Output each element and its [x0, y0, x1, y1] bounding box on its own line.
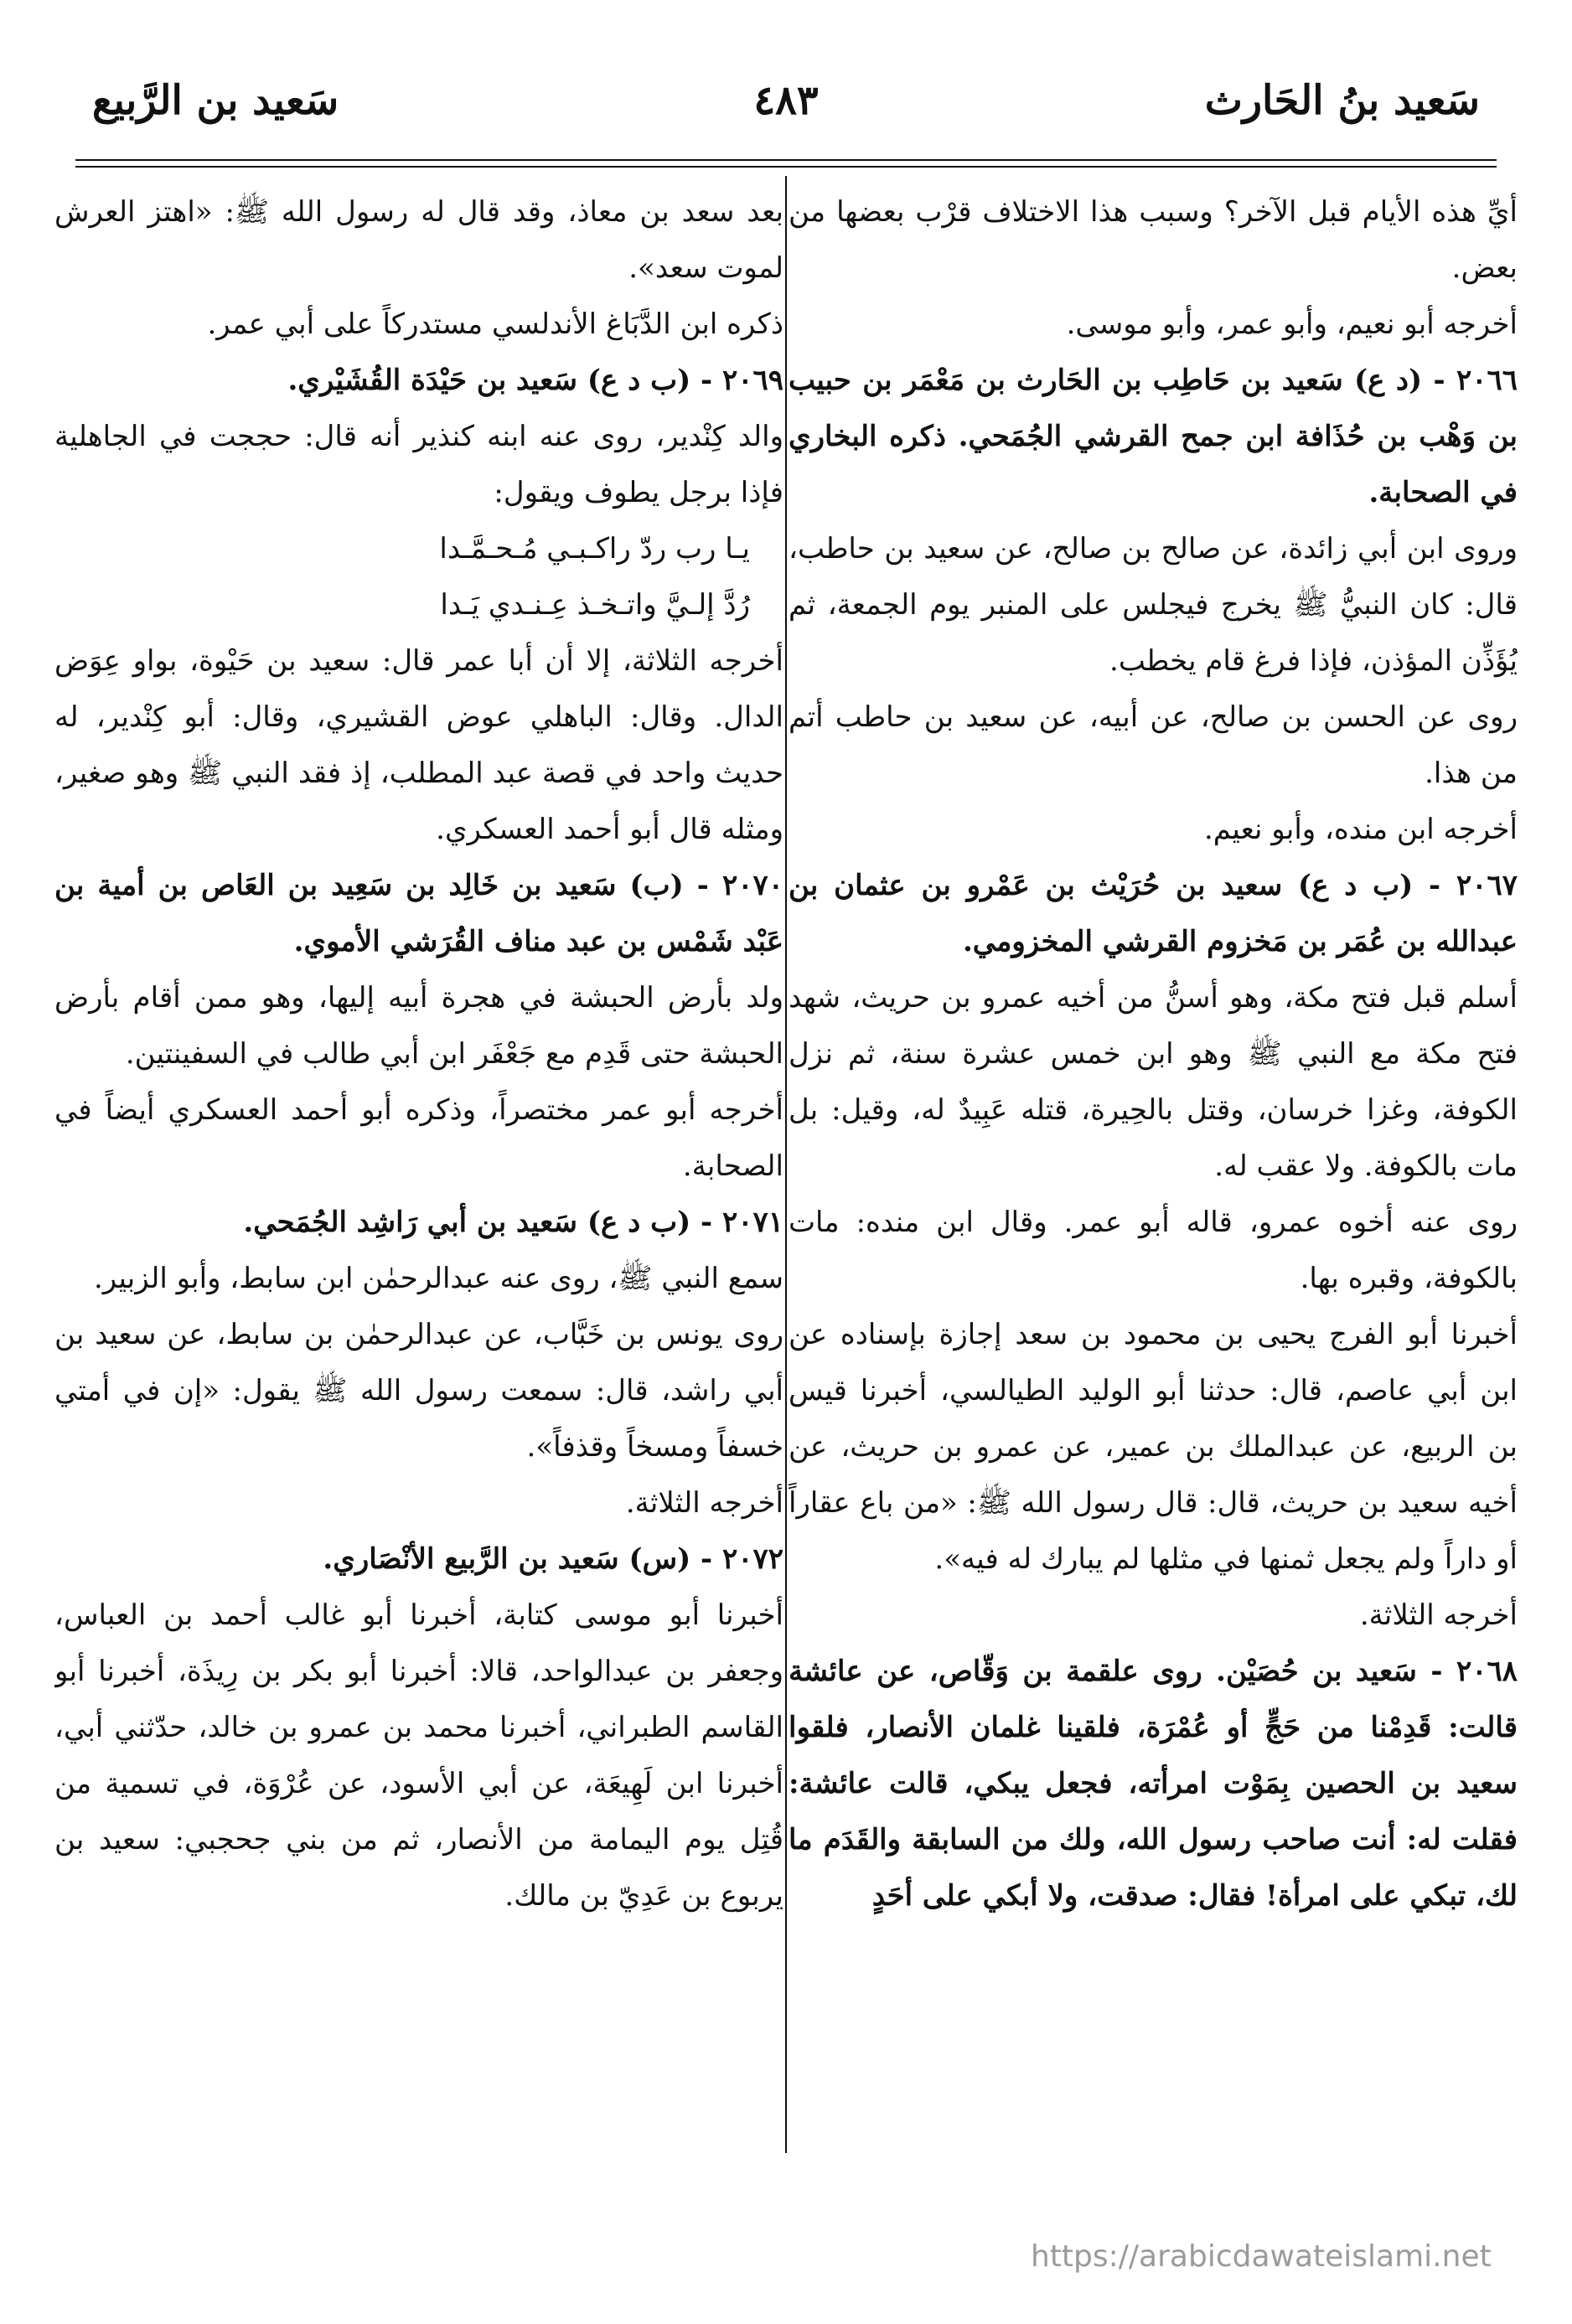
page-number: ٤٨٣: [753, 77, 819, 124]
header-rule: [75, 159, 1497, 168]
running-head: [92, 77, 1480, 144]
paragraph: وروى ابن أبي زائدة، عن صالح بن صالح، عن سعيد بن حاطب، قال: كان النبيُّ ﷺ يخرج فيجلس على المنبر يوم الجمعة، ثم يُؤَذِّن المؤذن، فإذا فرغ قام يخطب.: [789, 532, 1518, 678]
paragraph: أخبرنا أبو موسى كتابة، أخبرنا أبو غالب أحمد بن العباس، وجعفر بن عبدالواحد، قالا: أخبرنا أبو بكر بن رِيذَة، أخبرنا أبو القاسم الطبراني، أخبرنا محمد بن عمرو بن خالد، حدّثني أبي، أخبرنا ابن لَهِيعَة، عن أبي الأسود، عن عُرْوَة، في تسمية من قُتِل يوم اليمامة من الأنصار، ثم من بني جحجبي: سعيد بن يربوع بن عَدِيّ بن مالك.: [54, 1598, 783, 1913]
running-title-right: سَعيد بنُ الحَارث: [1204, 77, 1480, 124]
paragraph: أخبرنا أبو الفرج يحيى بن محمود بن سعد إجازة بإسناده عن ابن أبي عاصم، قال: حدثنا أبو الوليد الطيالسي، أخبرنا قيس بن الربيع، عن عبدالملك بن عمير، عن عمرو بن حريث، عن أخيه سعيد بن حريث، قال: قال رسول الله ﷺ: «من باع عقاراً أو داراً ولم يجعل ثمنها في مثلها لم يبارك له فيه».: [789, 1318, 1518, 1576]
paragraph: ولد بأرض الحبشة في هجرة أبيه إليها، وهو ممن أقام بأرض الحبشة حتى قَدِم مع جَعْفَر ابن أبي طالب في السفينتين.: [54, 981, 783, 1071]
entry-2069: ٢٠٦٩ - (ب د ع) سَعيد بن حَيْدَة القُشَيْري.: [287, 364, 783, 397]
entry-2070: ٢٠٧٠ - (ب) سَعيد بن خَالِد بن سَعِيد بن العَاص بن أمية بن عَبْد شَمْس بن عبد مناف القُرَشي الأموي.: [54, 869, 783, 958]
paragraph: بعد سعد بن معاذ، وقد قال له رسول الله ﷺ: «اهتز العرش لموت سعد».: [54, 195, 783, 285]
verse-line-1: [54, 521, 783, 577]
paragraph: أسلم قبل فتح مكة، وهو أسنُّ من أخيه عمرو بن حريث، شهد فتح مكة مع النبي ﷺ وهو ابن خمس عشرة سنة، ثم نزل الكوفة، وغزا خرسان، وقتل بالحِيرة، قتله عَبِيدٌ له، وقيل: بل مات بالكوفة. ولا عقب له.: [789, 981, 1518, 1183]
paragraph: أخرجه الثلاثة، إلا أن أبا عمر قال: سعيد بن حَيْوة، بواو عِوَض الدال. وقال: الباهلي عوض القشيري، وقال: أبو كِنْدير، له حديث واحد في قصة عبد المطلب، إذ فقد النبي ﷺ وهو صغير، ومثله قال أبو أحمد العسكري.: [54, 644, 783, 846]
entry-2066: ٢٠٦٦ - (د ع) سَعيد بن حَاطِب بن الحَارث بن مَعْمَر بن حبيب بن وَهْب بن حُذَافة ابن جمح القرشي الجُمَحي. ذكره البخاري في الصحابة.: [789, 364, 1518, 509]
entry-2072: ٢٠٧٢ - (س) سَعيد بن الرَّبيع الأنْصَاري.: [323, 1542, 783, 1576]
paragraph: والد كِنْدير، روى عنه ابنه كنذير أنه قال: حججت في الجاهلية فإذا برجل يطوف ويقول:: [54, 420, 783, 509]
verse-text: يـا رب ردّ راكـبـي مُـحـمَّـدا: [439, 532, 750, 566]
verse-line-2: [54, 577, 783, 633]
paragraph: أخرجه ابن منده، وأبو نعيم.: [1203, 813, 1518, 846]
paragraph: أخرجه الثلاثة.: [625, 1486, 783, 1520]
verse-text: رُدَّ إلـيَّ واتـخـذ عِـنـدي يَـدا: [440, 588, 750, 622]
right-column: [789, 184, 1518, 2270]
paragraph: ذكره ابن الدَّبَاغ الأندلسي مستدركاً على أبي عمر.: [207, 307, 783, 341]
paragraph: أخرجه أبو نعيم، وأبو عمر، وأبو موسى.: [1066, 307, 1518, 341]
paragraph: روى يونس بن خَبَّاب، عن عبدالرحمٰن بن سابط، عن سعيد بن أبي راشد، قال: سمعت رسول الله ﷺ يقول: «إن في أمتي خسفاً ومسخاً وقذفاً».: [54, 1318, 783, 1464]
paragraph: أخرجه أبو عمر مختصراً، وذكره أبو أحمد العسكري أيضاً في الصحابة.: [54, 1093, 783, 1183]
entry-2068: ٢٠٦٨ - سَعيد بن حُصَيْن. روى علقمة بن وَقّاص، عن عائشة قالت: قَدِمْنا من حَجٍّ أو عُمْرَة، فلقينا غلمان الأنصار، فلقوا سعيد بن الحصين بِمَوْت امرأته، فجعل يبكي، قالت عائشة: فقلت له: أنت صاحب رسول الله، ولك من السابقة والقَدَم ما لك، تبكي على امرأة! فقال: صدقت، ولا أبكي على أحَدٍ: [789, 1655, 1518, 1913]
paragraph: روى عنه أخوه عمرو، قاله أبو عمر. وقال ابن منده: مات بالكوفة، وقبره بها.: [789, 1206, 1518, 1295]
entry-2067: ٢٠٦٧ - (ب د ع) سعيد بن حُرَيْث بن عَمْرو بن عثمان بن عبدالله بن عُمَر بن مَخزوم القرشي المخزومي.: [789, 869, 1518, 958]
left-column: [54, 184, 783, 2270]
paragraph: أيِّ هذه الأيام قبل الآخر؟ وسبب هذا الاختلاف قرْب بعضها من بعض.: [789, 195, 1518, 285]
paragraph: أخرجه الثلاثة.: [1359, 1598, 1518, 1632]
column-divider: [785, 176, 787, 2153]
running-title-left: سَعيد بن الرَّبيع: [92, 77, 339, 124]
entry-2071: ٢٠٧١ - (ب د ع) سَعيد بن أبي رَاشِد الجُمَحي.: [243, 1206, 783, 1239]
paragraph: سمع النبي ﷺ، روى عنه عبدالرحمٰن ابن سابط، وأبو الزبير.: [93, 1262, 783, 1295]
paragraph: روى عن الحسن بن صالح، عن أبيه، عن سعيد بن حاطب أتم من هذا.: [789, 700, 1518, 790]
watermark-url[interactable]: https://arabicdawateislami.net: [1031, 2239, 1492, 2274]
